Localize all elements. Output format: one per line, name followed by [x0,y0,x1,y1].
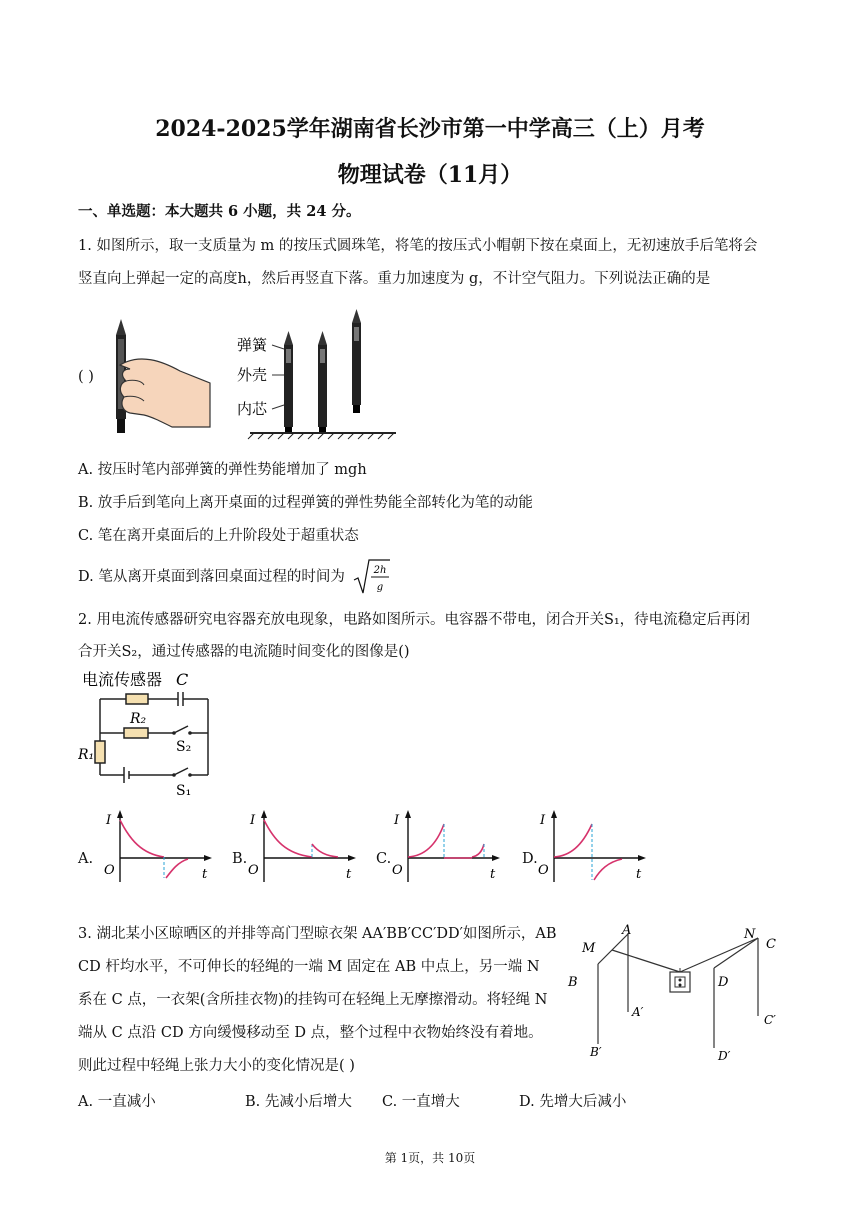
svg-text:O: O [104,863,115,878]
svg-text:A′: A′ [632,1005,644,1019]
q1-option-c: C. 笔在离开桌面后的上升阶段处于超重状态 [78,528,359,544]
section-heading: 一、单选题：本大题共 6 小题，共 24 分。 [78,203,361,220]
q3-line-2: CD 杆均水平，不可伸长的轻绳的一端 M 固定在 AB 中点上，另一端 N [78,959,540,975]
title-line-1: 2024-2025学年湖南省长沙市第一中学高三（上）月考 [155,116,705,142]
q3-line-1: 3. 湖北某小区晾晒区的并排等高门型晾衣架 AA′BB′CC′DD′如图所示，AB [78,926,557,942]
svg-text:O: O [248,863,259,878]
svg-text:O: O [392,863,403,878]
svg-text:t: t [346,867,352,882]
svg-text:B: B [568,975,578,990]
q3-figure [562,920,787,1065]
circuit-label-s1: S₁ [176,783,192,799]
label-spring: 弹簧 [237,336,268,354]
formula-denominator: g [376,582,384,593]
q3-option-d: D. 先增大后减小 [519,1094,627,1110]
q2-circuit [78,665,218,800]
formula-numerator: 2h [373,565,387,576]
graph-option-d [530,808,650,888]
q1-answer-paren: ( ) [78,369,94,385]
svg-text:D: D [718,975,729,990]
q1-option-b: B. 放手后到笔向上离开桌面的过程弹簧的弹性势能全部转化为笔的动能 [78,495,533,511]
circuit-label-sensor: 电流传感器 [82,670,163,689]
q1-figure [100,305,400,440]
circuit-label-c: C [176,670,189,689]
q2-graph-label-c: C. [376,851,392,867]
q3-option-a: A. 一直减小 [78,1094,156,1110]
svg-text:M: M [582,941,596,956]
q2-line-1: 2. 用电流传感器研究电容器充放电现象，电路如图所示。电容器不带电，闭合开关S₁，待电流稳定后再闭 [78,612,751,628]
graph-option-b [240,808,360,888]
svg-text:t: t [202,867,208,882]
q2-line-2: 合开关S₂，通过传感器的电流随时间变化的图像是() [78,644,410,660]
svg-text:D′: D′ [718,1049,731,1063]
svg-text:I: I [540,813,546,828]
q2-graph-label-a: A. [78,851,94,867]
sqrt-formula [352,558,392,596]
svg-text:B′: B′ [590,1045,602,1059]
q2-graph-label-b: B. [232,851,248,867]
hand-pen-illustration [116,319,210,433]
svg-text:C: C [766,937,776,952]
circuit-label-r1: R₁ [78,747,95,763]
svg-text:I: I [106,813,112,828]
page-footer: 第 1页，共 10页 [384,1151,476,1165]
q1-option-a: A. 按压时笔内部弹簧的弹性势能增加了 mgh [78,462,367,478]
q3-option-b: B. 先减小后增大 [245,1094,352,1110]
graph-option-a [96,808,216,888]
hanger-icon [670,968,690,992]
svg-text:t: t [636,867,642,882]
graph-option-c [384,808,504,888]
svg-text:I: I [250,813,256,828]
q1-option-d: D. 笔从离开桌面到落回桌面过程的时间为 [78,569,345,585]
svg-text:N: N [744,927,756,942]
q3-line-5: 则此过程中轻绳上张力大小的变化情况是( ) [78,1058,355,1074]
label-shell: 外壳 [237,366,268,384]
label-core: 内芯 [237,400,268,418]
svg-text:t: t [490,867,496,882]
title-line-2: 物理试卷（11月） [337,162,523,188]
svg-text:O: O [538,863,549,878]
q1-line-2: 竖直向上弹起一定的高度h，然后再竖直下落。重力加速度为 g，不计空气阻力。下列说法正确的是 [78,271,711,287]
q1-line-1: 1. 如图所示，取一支质量为 m 的按压式圆珠笔，将笔的按压式小帽朝下按在桌面上，无初速放手后笔将会 [78,238,758,254]
q2-graph-label-d: D. [522,851,538,867]
q3-line-4: 端从 C 点沿 CD 方向缓慢移动至 D 点，整个过程中衣物始终没有着地。 [78,1025,543,1041]
circuit-label-r2: R₂ [130,711,147,727]
svg-text:A: A [622,923,632,938]
q3-option-c: C. 一直增大 [382,1094,460,1110]
q3-line-3: 系在 C 点，一衣架(含所挂衣物)的挂钩可在轻绳上无摩擦滑动。将轻绳 N [78,992,548,1008]
svg-text:C′: C′ [764,1013,776,1027]
circuit-label-s2: S₂ [176,739,192,755]
svg-text:I: I [394,813,400,828]
